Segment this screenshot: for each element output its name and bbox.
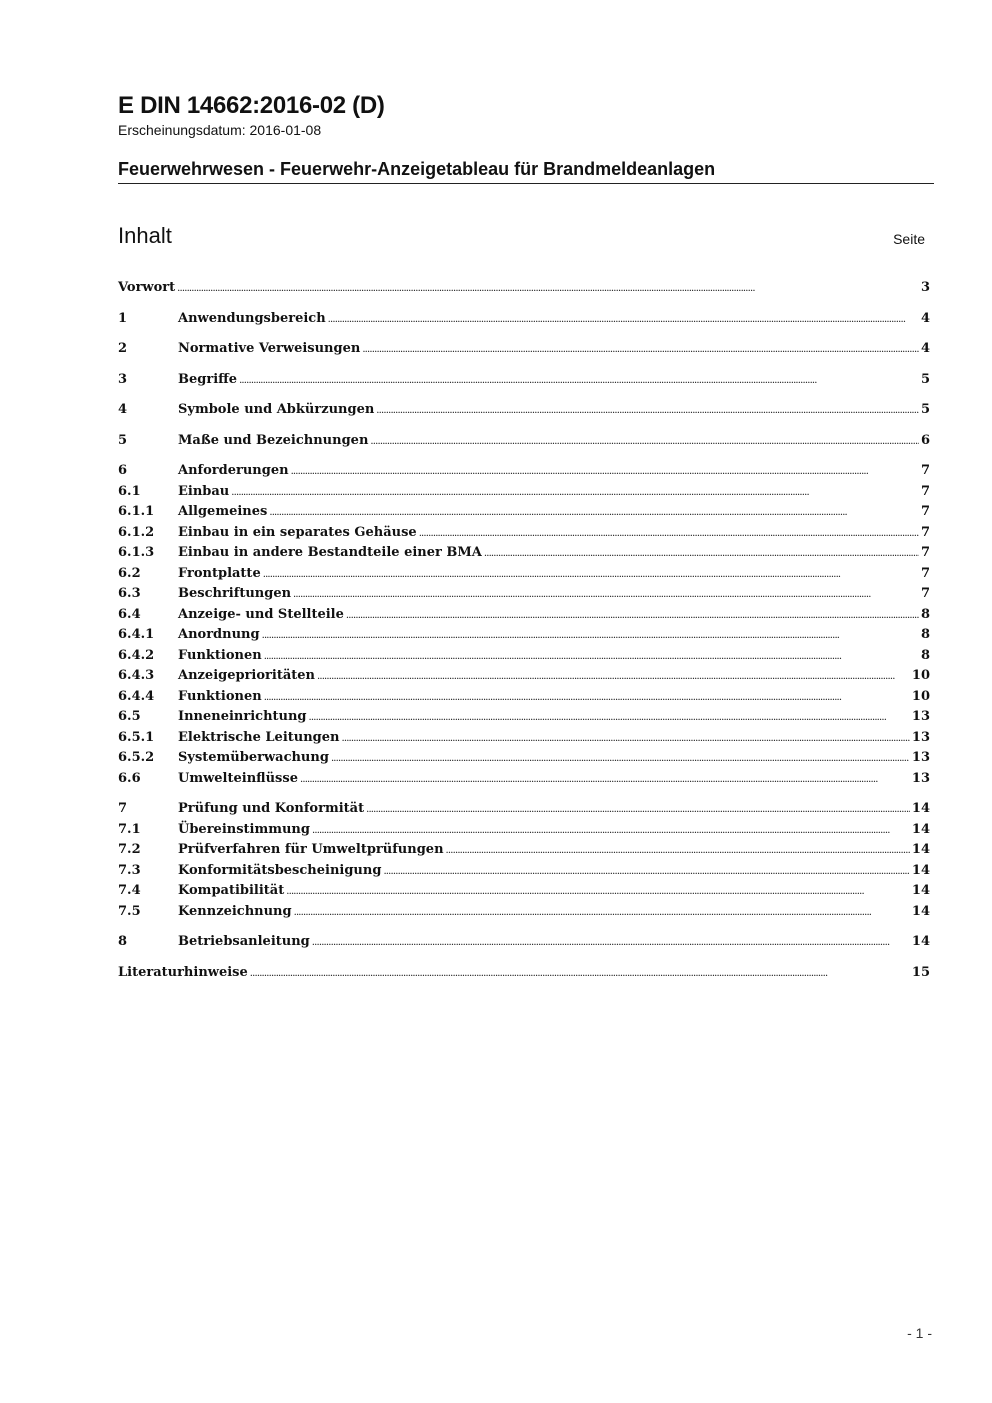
toc-entry-page: 8 (920, 607, 930, 622)
document-subtitle: Feuerwehrwesen - Feuerwehr-Anzeigetableau für Brandmeldeanlagen (118, 159, 716, 179)
toc-dot-leader (263, 566, 919, 581)
toc-entry-number: 6.4 (118, 607, 141, 622)
toc-entry-title: Betriebsanleitung (178, 934, 310, 949)
toc-dot-leader (291, 463, 919, 478)
toc-entry-page: 4 (920, 341, 930, 356)
toc-entry-number: 7.3 (118, 863, 141, 878)
toc-entry-page: 13 (911, 771, 930, 786)
toc-entry-title: Begriffe (178, 372, 238, 387)
toc-entry-number: 7.4 (118, 883, 141, 898)
toc-entry-title: Allgemeines (178, 504, 268, 519)
toc-entry[interactable] (118, 934, 930, 954)
toc-entry-title: Kennzeichnung (178, 904, 292, 919)
toc-entry-title: Prüfung und Konformität (178, 801, 365, 816)
toc-entry-number: 6.6 (118, 771, 141, 786)
toc-entry-number: 7.5 (118, 904, 141, 919)
toc-entry-number: 1 (118, 311, 128, 326)
toc-entry[interactable] (118, 433, 930, 453)
toc-entry-page: 7 (920, 504, 930, 519)
toc-entry-page: 5 (920, 402, 930, 417)
toc-entry-title: Übereinstimmung (178, 822, 310, 837)
toc-entry-page: 8 (920, 648, 930, 663)
toc-entry-number: 6.4.4 (118, 689, 155, 704)
toc-entry-page: 13 (911, 750, 930, 765)
toc-entry[interactable] (118, 311, 930, 331)
toc-entry-number: 6.3 (118, 586, 141, 601)
toc-dot-leader (331, 750, 910, 765)
toc-entry-title: Maße und Bezeichnungen (178, 433, 369, 448)
toc-entry[interactable] (118, 965, 930, 985)
toc-entry-number: 6.5 (118, 709, 141, 724)
toc-entry-title: Systemüberwachung (178, 750, 329, 765)
toc-entry-page: 14 (911, 842, 930, 857)
toc-entry-title: Anwendungsbereich (178, 311, 326, 326)
toc-entry-title: Einbau in andere Bestandteile einer BMA (178, 545, 482, 560)
toc-entry-title: Literaturhinweise (118, 965, 248, 980)
toc-entry-title: Anforderungen (178, 463, 289, 478)
toc-entry-page: 13 (911, 709, 930, 724)
toc-entry-number: 6 (118, 463, 128, 478)
toc-entry-title: Konformitätsbescheinigung (178, 863, 382, 878)
toc-dot-leader (262, 627, 919, 642)
toc-dot-leader (370, 433, 919, 448)
toc-entry-page: 8 (920, 627, 930, 642)
toc-entry-page: 7 (920, 545, 930, 560)
toc-dot-leader (250, 965, 910, 980)
toc-entry-title: Einbau in ein separates Gehäuse (178, 525, 417, 540)
toc-entry-number: 7.2 (118, 842, 141, 857)
toc-entry[interactable] (118, 341, 930, 361)
toc-entry-page: 13 (911, 730, 930, 745)
toc-entry-page: 14 (911, 934, 930, 949)
toc-entry-number: 6.5.1 (118, 730, 155, 745)
toc-page-label: Seite (893, 231, 925, 247)
footer-page-number: - 1 - (907, 1325, 932, 1341)
toc-entry-title: Umwelteinflüsse (178, 771, 298, 786)
toc-dot-leader (312, 822, 910, 837)
toc-entry-title: Anzeigeprioritäten (178, 668, 315, 683)
toc-entry[interactable] (118, 280, 930, 300)
toc-entry-title: Prüfverfahren für Umweltprüfungen (178, 842, 444, 857)
toc-dot-leader (328, 311, 919, 326)
toc-entry-number: 7.1 (118, 822, 141, 837)
toc-dot-leader (366, 801, 910, 816)
toc-entry-title: Normative Verweisungen (178, 341, 361, 356)
toc-dot-leader (286, 883, 910, 898)
toc-dot-leader (309, 709, 910, 724)
toc-entry[interactable] (118, 863, 930, 883)
toc-dot-leader (231, 484, 919, 499)
toc-entry-number: 6.4.3 (118, 668, 155, 683)
toc-dot-leader (446, 842, 910, 857)
toc-entry[interactable] (118, 545, 930, 565)
toc-entry[interactable] (118, 771, 930, 791)
header-divider (118, 183, 934, 184)
toc-entry-page: 15 (911, 965, 930, 980)
toc-entry[interactable] (118, 402, 930, 422)
toc-entry-number: 6.2 (118, 566, 141, 581)
toc-dot-leader (341, 730, 909, 745)
toc-entry-title: Symbole und Abkürzungen (178, 402, 375, 417)
toc-entry-page: 14 (911, 904, 930, 919)
toc-entry-page: 10 (911, 689, 930, 704)
toc-entry-page: 7 (920, 463, 930, 478)
toc-entry-title: Anzeige- und Stellteile (178, 607, 344, 622)
toc-entry-number: 6.1 (118, 484, 141, 499)
toc-entry-page: 7 (920, 484, 930, 499)
toc-entry-number: 6.1.3 (118, 545, 155, 560)
toc-entry[interactable] (118, 566, 930, 586)
toc-dot-leader (300, 771, 910, 786)
toc-dot-leader (294, 904, 910, 919)
toc-entry-page: 14 (911, 822, 930, 837)
toc-entry-number: 6.1.1 (118, 504, 155, 519)
toc-entry-page: 14 (911, 801, 930, 816)
toc-entry-title: Beschriftungen (178, 586, 292, 601)
toc-entry-page: 4 (920, 311, 930, 326)
toc-heading: Inhalt (118, 223, 172, 248)
toc-entry-number: 8 (118, 934, 128, 949)
toc-entry[interactable] (118, 586, 930, 606)
toc-dot-leader (484, 545, 919, 560)
toc-entry[interactable] (118, 730, 930, 750)
toc-entry-title: Funktionen (178, 689, 262, 704)
toc-entry-number: 5 (118, 433, 128, 448)
toc-entry-title: Elektrische Leitungen (178, 730, 340, 745)
toc-dot-leader (264, 689, 910, 704)
toc-entry-title: Vorwort (118, 280, 176, 295)
toc-entry-page: 14 (911, 883, 930, 898)
toc-entry[interactable] (118, 709, 930, 729)
toc-entry[interactable] (118, 504, 930, 524)
toc-dot-leader (293, 586, 919, 601)
toc-dot-leader (317, 668, 910, 683)
toc-entry-page: 6 (920, 433, 930, 448)
toc-entry-number: 6.1.2 (118, 525, 155, 540)
toc-entry-page: 7 (920, 586, 930, 601)
toc-entry-number: 7 (118, 801, 128, 816)
toc-dot-leader (239, 372, 919, 387)
toc-entry-number: 2 (118, 341, 128, 356)
toc-entry[interactable] (118, 750, 930, 770)
toc-dot-leader (269, 504, 919, 519)
toc-entry-number: 3 (118, 372, 128, 387)
toc-entry[interactable] (118, 822, 930, 842)
toc-entry-page: 14 (911, 863, 930, 878)
toc-entry[interactable] (118, 627, 930, 647)
toc-dot-leader (376, 402, 919, 417)
toc-entry-page: 7 (920, 566, 930, 581)
publication-date: Erscheinungsdatum: 2016-01-08 (118, 122, 322, 138)
toc-entry-number: 6.4.1 (118, 627, 155, 642)
toc-entry-number: 6.4.2 (118, 648, 155, 663)
toc-dot-leader (362, 341, 919, 356)
toc-entry-number: 6.5.2 (118, 750, 155, 765)
toc-entry[interactable] (118, 801, 930, 821)
toc-entry-title: Frontplatte (178, 566, 261, 581)
toc-entry[interactable] (118, 842, 930, 862)
toc-entry[interactable] (118, 904, 930, 924)
toc-entry[interactable] (118, 883, 930, 903)
toc-dot-leader (177, 280, 919, 295)
toc-entry[interactable] (118, 668, 930, 688)
toc-dot-leader (312, 934, 910, 949)
toc-entry-page: 5 (920, 372, 930, 387)
toc-entry-number: 4 (118, 402, 128, 417)
toc-entry-title: Anordnung (178, 627, 260, 642)
toc-dot-leader (264, 648, 919, 663)
toc-entry-page: 7 (920, 525, 930, 540)
document-title: E DIN 14662:2016-02 (D) (118, 92, 385, 119)
toc-entry[interactable] (118, 463, 930, 483)
toc-entry[interactable] (118, 607, 930, 627)
toc-entry-title: Einbau (178, 484, 230, 499)
toc-entry[interactable] (118, 689, 930, 709)
toc-entry-page: 10 (911, 668, 930, 683)
toc-entry[interactable] (118, 648, 930, 668)
toc-dot-leader (419, 525, 919, 540)
toc-entry-title: Kompatibilität (178, 883, 285, 898)
toc-dot-leader (346, 607, 919, 622)
toc-entry[interactable] (118, 372, 930, 392)
toc-entry-title: Funktionen (178, 648, 262, 663)
toc-dot-leader (383, 863, 909, 878)
toc-entry-page: 3 (920, 280, 930, 295)
toc-entry[interactable] (118, 484, 930, 504)
toc-entry[interactable] (118, 525, 930, 545)
toc-entry-title: Inneneinrichtung (178, 709, 307, 724)
